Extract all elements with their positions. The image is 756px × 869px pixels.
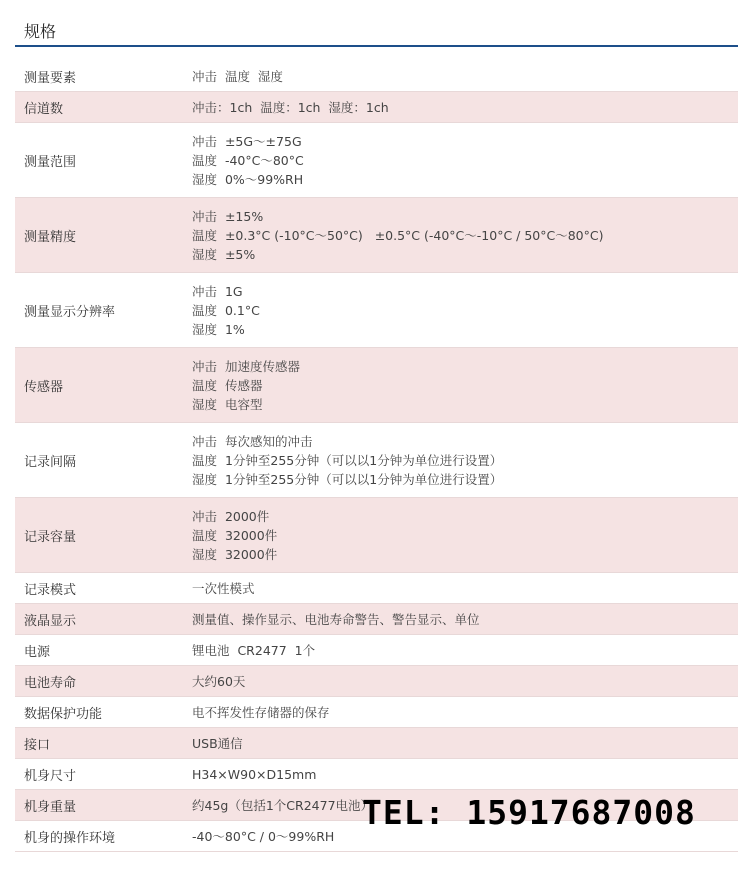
spec-value-line: 电不挥发性存储器的保存 — [192, 704, 330, 720]
spec-value — [192, 507, 277, 564]
spec-value-line: 温度 传感器 — [192, 377, 263, 393]
spec-value-line: 冲击 2000件 — [192, 508, 270, 524]
spec-value — [192, 796, 373, 815]
spec-value-line: 温度 32000件 — [192, 527, 278, 543]
spec-value-line: 湿度 32000件 — [192, 546, 278, 562]
spec-value-line: H34×W90×D15mm — [192, 766, 317, 782]
spec-label: 测量精度 — [24, 229, 77, 245]
spec-value-line: 温度 0.1°C — [192, 302, 260, 318]
spec-value — [192, 734, 243, 753]
spec-label: 记录容量 — [24, 529, 77, 545]
spec-label: 液晶显示 — [24, 613, 77, 629]
spec-value-line: 一次性模式 — [192, 580, 255, 596]
spec-value — [192, 827, 334, 846]
spec-value-line: 测量值、操作显示、电池寿命警告、警告显示、单位 — [192, 611, 480, 627]
spec-value-line: 温度 -40°C～80°C — [192, 152, 304, 168]
spec-value-line: 湿度 1分钟至255分钟（可以以1分钟为单位进行设置） — [192, 471, 503, 487]
spec-value — [192, 282, 260, 339]
spec-value — [192, 98, 389, 117]
spec-label: 记录模式 — [24, 582, 77, 598]
spec-label: 机身重量 — [24, 799, 77, 815]
spec-row — [15, 423, 738, 498]
spec-label: 机身的操作环境 — [24, 830, 116, 846]
spec-value-line: 锂电池 CR2477 1个 — [192, 642, 316, 658]
spec-value-line: 冲击 ±15% — [192, 208, 264, 224]
spec-row — [15, 666, 738, 697]
spec-value-line: USB通信 — [192, 735, 243, 751]
spec-value-line: 冲击：1ch 温度：1ch 湿度：1ch — [192, 99, 389, 115]
spec-row — [15, 123, 738, 198]
spec-value-line: 湿度 0%～99%RH — [192, 171, 304, 187]
spec-value — [192, 132, 304, 189]
spec-value — [192, 641, 315, 660]
spec-row — [15, 728, 738, 759]
spec-value — [192, 765, 316, 784]
spec-value — [192, 357, 300, 414]
spec-table — [15, 61, 738, 852]
spec-row — [15, 573, 738, 604]
spec-row — [15, 273, 738, 348]
spec-row — [15, 604, 738, 635]
spec-value — [192, 579, 255, 598]
spec-row — [15, 61, 738, 92]
spec-value — [192, 67, 283, 86]
spec-value — [192, 610, 480, 629]
spec-value-line: 冲击 1G — [192, 283, 243, 299]
spec-label: 数据保护功能 — [24, 706, 103, 722]
spec-row — [15, 198, 738, 273]
spec-label: 信道数 — [24, 101, 64, 117]
spec-row — [15, 498, 738, 573]
spec-value-line: 冲击 ±5G～±75G — [192, 133, 302, 149]
spec-value — [192, 207, 603, 264]
spec-value-line: 约45g（包括1个CR2477电池） — [192, 797, 374, 813]
spec-value-line: 大约60天 — [192, 673, 246, 689]
spec-label: 记录间隔 — [24, 454, 77, 470]
spec-label: 机身尺寸 — [24, 768, 77, 784]
spec-value — [192, 432, 502, 489]
spec-row — [15, 635, 738, 666]
spec-value-line: 温度 ±0.3°C (-10°C～50°C) ±0.5°C (-40°C～-10°C / 50°C～80°C) — [192, 227, 604, 243]
spec-row — [15, 92, 738, 123]
spec-row — [15, 759, 738, 790]
spec-value — [192, 672, 245, 691]
page-title: 规格 — [24, 22, 57, 41]
spec-value-line: -40～80°C / 0～99%RH — [192, 828, 335, 844]
spec-value-line: 湿度 电容型 — [192, 396, 263, 412]
title-divider — [15, 45, 738, 47]
spec-label: 测量要素 — [24, 70, 77, 86]
spec-value-line: 湿度 1% — [192, 321, 245, 337]
spec-label: 测量范围 — [24, 154, 77, 170]
spec-row — [15, 348, 738, 423]
phone-watermark: TEL: 15917687008 — [362, 793, 696, 832]
spec-value-line: 温度 1分钟至255分钟（可以以1分钟为单位进行设置） — [192, 452, 503, 468]
spec-label: 电源 — [24, 644, 51, 660]
spec-label: 传感器 — [24, 379, 64, 395]
spec-label: 测量显示分辨率 — [24, 304, 116, 320]
spec-value-line: 冲击 每次感知的冲击 — [192, 433, 313, 449]
spec-value — [192, 703, 330, 722]
spec-value-line: 冲击 加速度传感器 — [192, 358, 300, 374]
spec-value-line: 湿度 ±5% — [192, 246, 256, 262]
spec-value-line: 冲击 温度 湿度 — [192, 68, 283, 84]
spec-row — [15, 697, 738, 728]
spec-label: 电池寿命 — [24, 675, 77, 691]
spec-label: 接口 — [24, 737, 51, 753]
